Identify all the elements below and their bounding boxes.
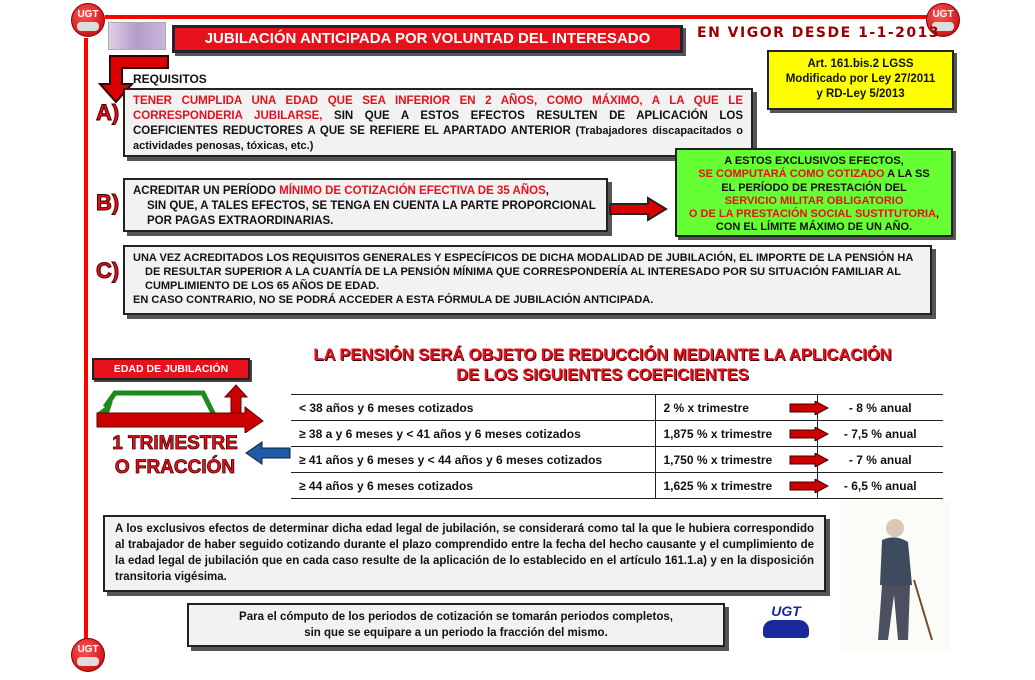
req-a-letter: A)	[96, 100, 120, 125]
ugt-handshake-logo	[757, 603, 815, 643]
note-line: sin que se equipare a un periodo la fracción del mismo.	[304, 627, 608, 639]
annual-cell: - 7 % anual	[817, 447, 943, 473]
page-title: JUBILACIÓN ANTICIPADA POR VOLUNTAD DEL INTERESADO	[172, 25, 683, 53]
req-b-text: ,	[545, 185, 549, 197]
legal-age-note: A los exclusivos efectos de determinar dicha edad legal de jubilación, se considerará como tal la que le hubiera correspondido al trabajador de haber seguido cotizando durante el plazo comprendido entre la fecha del hecho causante y el cumplimiento de la edad legal de jubilación que en cada caso resulte de la aplicación de lo establecido en el artículo 161.1.a) y en la disposición transitoria vigésima.	[103, 515, 826, 592]
green-note-line: A ESTOS EXCLUSIVOS EFECTOS,	[724, 155, 904, 167]
period-cell: ≥ 38 a y 6 meses y < 41 años y 6 meses cotizados	[291, 421, 655, 447]
period-cell: ≥ 44 años y 6 meses cotizados	[291, 473, 655, 499]
trimestre-line: 1 TRIMESTRE	[112, 433, 238, 454]
legal-note-line: Modificado por Ley 27/2011	[785, 73, 936, 85]
req-c-box	[123, 245, 932, 315]
req-c-letter: C)	[96, 258, 120, 283]
logo-text: UGT	[77, 644, 99, 655]
coefficients-table	[291, 394, 943, 499]
table-row	[291, 421, 943, 447]
period-cell: < 38 años y 6 meses cotizados	[291, 395, 655, 421]
age-arrows-diagram	[95, 383, 265, 433]
coef-text: 1,625 % x trimestre	[663, 478, 773, 493]
heading-line: DE LOS SIGUIENTES COEFICIENTES	[456, 366, 749, 384]
coef-text: 1,750 % x trimestre	[663, 452, 773, 467]
logo-text: UGT	[932, 9, 954, 20]
green-note-red: SERVICIO MILITAR OBLIGATORIO	[724, 194, 904, 207]
logo-text: UGT	[771, 603, 801, 619]
coef-text: 1,875 % x trimestre	[663, 426, 773, 441]
req-a-text: SIN QUE A ESTOS EFECTOS RESULTEN DE APLICACIÓN LOS COEFICIENTES REDUCTORES A QUE SE REFIERE EL APARTADO ANTERIOR	[133, 110, 743, 137]
req-b-text: SIN QUE, A TALES EFECTOS, SE TENGA EN CUENTA LA PARTE PROPORCIONAL POR PAGAS EXTRAORDINARIAS.	[147, 200, 596, 227]
annual-cell: - 8 % anual	[817, 395, 943, 421]
trimestre-line: O FRACCIÓN	[114, 457, 236, 478]
effective-date: EN VIGOR DESDE 1-1-2013	[697, 25, 941, 41]
requisitos-label: REQUISITOS	[133, 72, 207, 86]
green-note-line: A LA SS	[884, 168, 930, 181]
req-a-red: TENER CUMPLIDA UNA EDAD QUE SEA INFERIOR EN 2 AÑOS, COMO MÁXIMO, A LA QUE LE CORRESPONDERIA JUBILARSE,	[133, 95, 743, 122]
logo-text: UGT	[77, 9, 99, 20]
req-b-box	[123, 178, 608, 232]
req-a-box	[123, 88, 753, 157]
table-row	[291, 447, 943, 473]
req-c-text: UNA VEZ ACREDITADOS LOS REQUISITOS GENERALES Y ESPECÍFICOS DE DICHA MODALIDAD DE JUBILACIÓN, EL IMPORTE DE LA PENSIÓN HA DE RESULTAR SUPERIOR A LA CUANTÍA DE LA PENSIÓN MÍNIMA QUE CORRESPONDERÍA AL INTERESADO POR SU SITUACIÓN FAMILIAR AL CUMPLIMIENTO DE LOS 65 AÑOS DE EDAD.	[133, 252, 913, 292]
elderly-man-photo	[840, 500, 950, 650]
edad-jubilacion-label: EDAD DE JUBILACIÓN	[92, 358, 250, 380]
req-b-text: ACREDITAR UN PERÍODO	[133, 185, 280, 197]
coef-text: 2 % x trimestre	[663, 400, 749, 415]
banknote-image	[108, 22, 166, 50]
green-note-red: O DE LA PRESTACIÓN SOCIAL SUSTITUTORIA	[688, 208, 937, 221]
reduction-heading	[290, 345, 915, 385]
req-c-text: EN CASO CONTRARIO, NO SE PODRÁ ACCEDER A ESTA FÓRMULA DE JUBILACIÓN ANTICIPADA.	[133, 294, 654, 306]
green-note-line: EL PERÍODO DE PRESTACIÓN DEL	[721, 181, 907, 194]
ugt-logo	[71, 638, 105, 672]
frame-left-line	[84, 38, 88, 640]
green-note-red: SE COMPUTARÁ COMO COTIZADO	[698, 168, 885, 181]
table-row	[291, 473, 943, 499]
legal-note-line: Art. 161.bis.2 LGSS	[807, 58, 914, 70]
legal-note-box	[767, 50, 954, 110]
left-arrow-icon	[244, 440, 292, 466]
green-note-line: ,	[936, 208, 940, 221]
coef-cell	[655, 395, 817, 421]
coef-cell	[655, 447, 817, 473]
frame-top-line	[105, 15, 933, 19]
coef-cell	[655, 473, 817, 499]
annual-cell: - 6,5 % anual	[817, 473, 943, 499]
cotizacion-note	[187, 603, 725, 647]
req-b-red: MÍNIMO DE COTIZACIÓN EFECTIVA DE 35 AÑOS	[279, 185, 546, 197]
annual-cell: - 7,5 % anual	[817, 421, 943, 447]
table-row	[291, 395, 943, 421]
req-a-note: (Trabajadores discapacitados o actividades penosas, tóxicas, etc.)	[133, 125, 743, 152]
right-arrow-icon	[608, 196, 668, 222]
note-line: Para el cómputo de los periodos de cotización se tomarán periodos completos,	[239, 611, 673, 623]
green-note-line: CON EL LÍMITE MÁXIMO DE UN AÑO.	[715, 221, 913, 234]
ugt-logo	[71, 3, 105, 37]
period-cell: ≥ 41 años y 6 meses y < 44 años y 6 meses cotizados	[291, 447, 655, 473]
heading-line: LA PENSIÓN SERÁ OBJETO DE REDUCCIÓN MEDIANTE LA APLICACIÓN	[313, 346, 892, 364]
legal-note-line: y RD-Ley 5/2013	[816, 88, 905, 100]
coef-cell	[655, 421, 817, 447]
green-note-box	[675, 148, 953, 237]
trimestre-label	[100, 432, 250, 480]
req-b-letter: B)	[96, 190, 120, 215]
